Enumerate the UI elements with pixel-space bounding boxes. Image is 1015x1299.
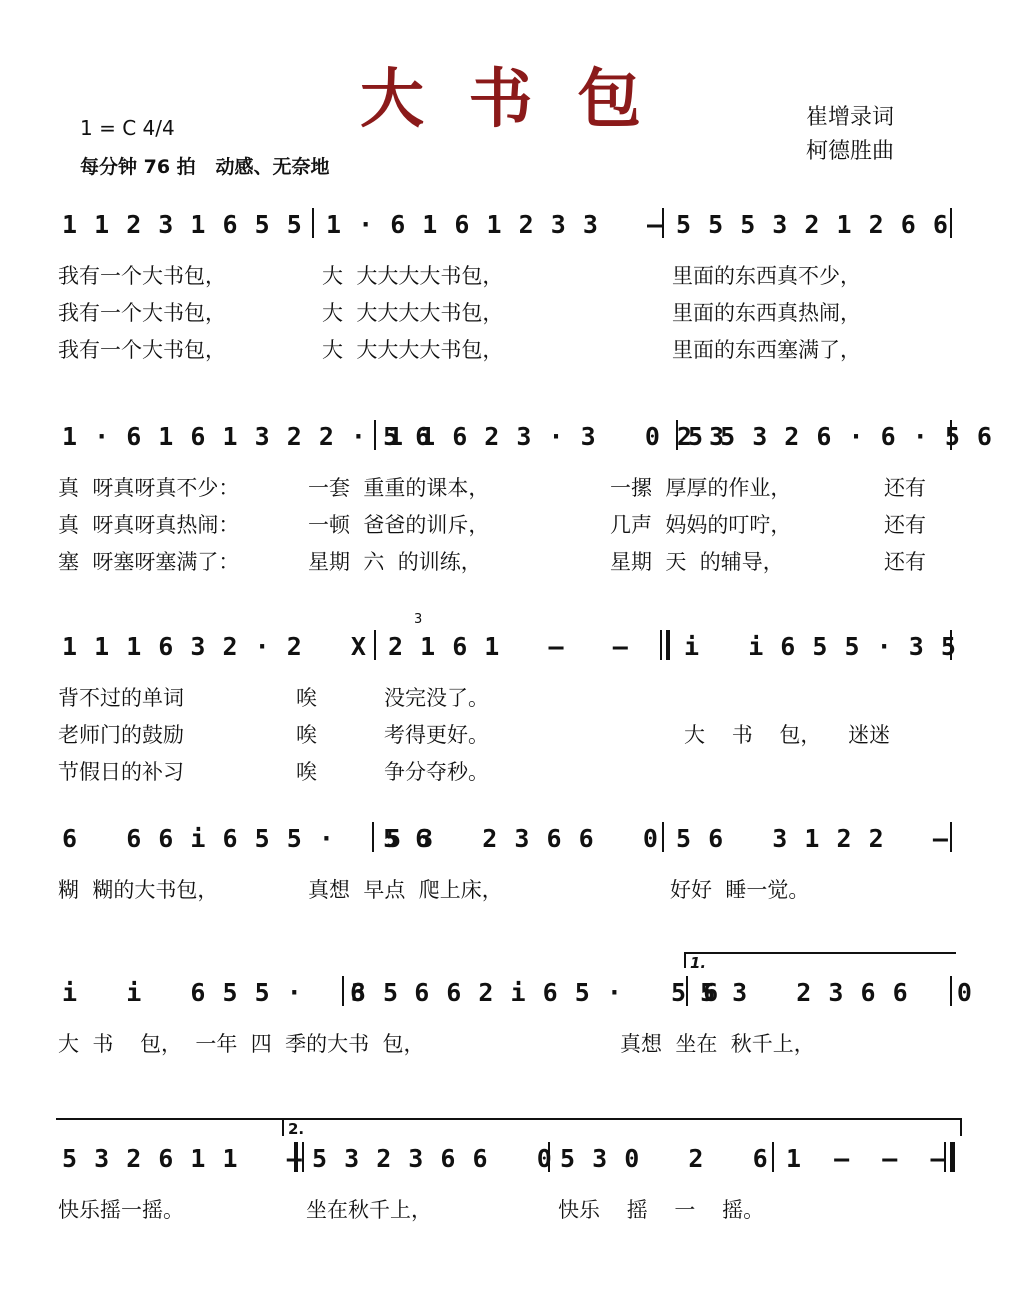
- lyric-line: 唉: [296, 760, 317, 784]
- lyric-line: 我有一个大书包，: [58, 301, 226, 325]
- volta-bracket-1: [684, 952, 956, 954]
- barline: [374, 630, 376, 660]
- lyric-line: 还有: [884, 550, 926, 574]
- volta-bracket-2: [282, 1118, 962, 1120]
- measure-notes: i i 6 5 5 · 3 5: [684, 632, 957, 661]
- lyric-line: 真 呀真呀真热闹：: [58, 513, 240, 537]
- barline: [950, 822, 952, 852]
- volta-number: 1.: [690, 954, 707, 972]
- barline: [950, 208, 952, 238]
- measure-notes: 5 3 2 3 6 6 0: [700, 978, 973, 1007]
- song-title: 大 书 包: [360, 62, 642, 137]
- lyric-line: 还有: [884, 476, 926, 500]
- lyric-line: 没完没了。: [384, 686, 489, 710]
- repeat-start-barline: [660, 630, 662, 660]
- volta-number: 2.: [288, 1120, 305, 1138]
- measure-notes: 5 3 2 6 1 1 —: [62, 1144, 303, 1173]
- lyric-line: 真想 坐在 秋千上，: [620, 1032, 815, 1056]
- lyric-line: 快乐摇一摇。: [58, 1198, 184, 1222]
- lyric-line: 里面的东西真热闹，: [672, 301, 861, 325]
- lyric-line: 真 呀真呀真不少：: [58, 476, 240, 500]
- volta-bracket-2: [960, 1118, 962, 1136]
- lyric-line: 争分夺秒。: [384, 760, 489, 784]
- lyric-line: 我有一个大书包，: [58, 338, 226, 362]
- lyric-line: 里面的东西塞满了，: [672, 338, 861, 362]
- lyric-line: 我有一个大书包，: [58, 264, 226, 288]
- lyric-line: 真想 早点 爬上床，: [308, 878, 503, 902]
- lyric-line: 糊 糊的大书包，: [58, 878, 219, 902]
- lyric-line: 星期 六 的训练，: [308, 550, 482, 574]
- barline: [312, 208, 314, 238]
- measure-notes: 1 1 1 6 3 2 · 2 X: [62, 632, 367, 661]
- volta-bracket-2: [282, 1118, 284, 1136]
- measure-notes: 5 3 2 3 6 6 0: [312, 1144, 553, 1173]
- measure-notes: 5 3 0 2 6: [560, 1144, 769, 1173]
- lyric-line: 一套 重重的课本，: [308, 476, 490, 500]
- lyric-line: 大 大大大大书包，: [322, 301, 504, 325]
- final-barline: [950, 1142, 955, 1172]
- barline: [772, 1142, 774, 1172]
- barline: [662, 822, 664, 852]
- measure-notes: 5 6 3 1 2 2 —: [676, 824, 949, 853]
- lyric-line: 大 书 包， 迷迷: [684, 723, 891, 747]
- measure-notes: 1 · 6 1 6 1 3 2 2 · 5 6: [62, 422, 432, 451]
- lyric-line: 一顿 爸爸的训斥，: [308, 513, 490, 537]
- lyric-line: 快乐 摇 一 摇。: [558, 1198, 765, 1222]
- lyric-line: 坐在秋千上，: [306, 1198, 432, 1222]
- lyricist-credit: 崔增录词: [806, 105, 895, 130]
- lyric-line: 塞 呀塞呀塞满了：: [58, 550, 240, 574]
- measure-notes: 1 1 6 2 3 · 3 0 2 3: [388, 422, 726, 451]
- measure-notes: i i 6 5 5 · 3 5: [62, 978, 400, 1007]
- lyric-line: 考得更好。: [384, 723, 489, 747]
- lyric-line: 一摞 厚厚的作业，: [610, 476, 792, 500]
- volta-bracket-1-end: [56, 1118, 282, 1120]
- lyric-line: 唉: [296, 686, 317, 710]
- repeat-start-barline: [666, 630, 670, 660]
- lyric-line: 星期 天 的辅导，: [610, 550, 784, 574]
- measure-notes: 5 3 2 3 6 6 0: [386, 824, 659, 853]
- measure-notes: 1 — — —: [786, 1144, 947, 1173]
- measure-notes: 1 · 6 1 6 1 2 3 3 —: [326, 210, 664, 239]
- lyric-line: 大 书 包， 一年 四 季的大书 包，: [58, 1032, 425, 1056]
- lyric-line: 好好 睡一觉。: [670, 878, 810, 902]
- composer-credit: 柯德胜曲: [806, 139, 895, 164]
- lyric-line: 几声 妈妈的叮咛，: [610, 513, 792, 537]
- lyric-line: 里面的东西真不少，: [672, 264, 861, 288]
- measure-notes: 6 6 6 i 6 5 5 · 5 6: [62, 824, 432, 853]
- volta-bracket-1: [684, 952, 686, 968]
- lyric-line: 背不过的单词: [58, 686, 184, 710]
- lyric-line: 老师门的鼓励: [58, 723, 184, 747]
- lyric-line: 唉: [296, 723, 317, 747]
- key-signature: 1 = C 4/4: [80, 116, 175, 140]
- lyric-line: 节假日的补习: [58, 760, 184, 784]
- measure-notes: 5 5 3 2 6 · 6 · 5 6: [688, 422, 993, 451]
- measure-notes: 6 6 6 2 i 6 5 · 5 6: [350, 978, 720, 1007]
- measure-notes: 1 1 2 3 1 6 5 5: [62, 210, 303, 239]
- lyric-line: 还有: [884, 513, 926, 537]
- triplet-mark: 3: [414, 612, 423, 627]
- lyric-line: 大 大大大大书包，: [322, 338, 504, 362]
- measure-notes: 2 1 6 1 — —: [388, 632, 629, 661]
- tempo-marking: 每分钟 76 拍 动感、无奈地: [80, 156, 330, 178]
- lyric-line: 大 大大大大书包，: [322, 264, 504, 288]
- measure-notes: 5 5 5 3 2 1 2 6 6: [676, 210, 949, 239]
